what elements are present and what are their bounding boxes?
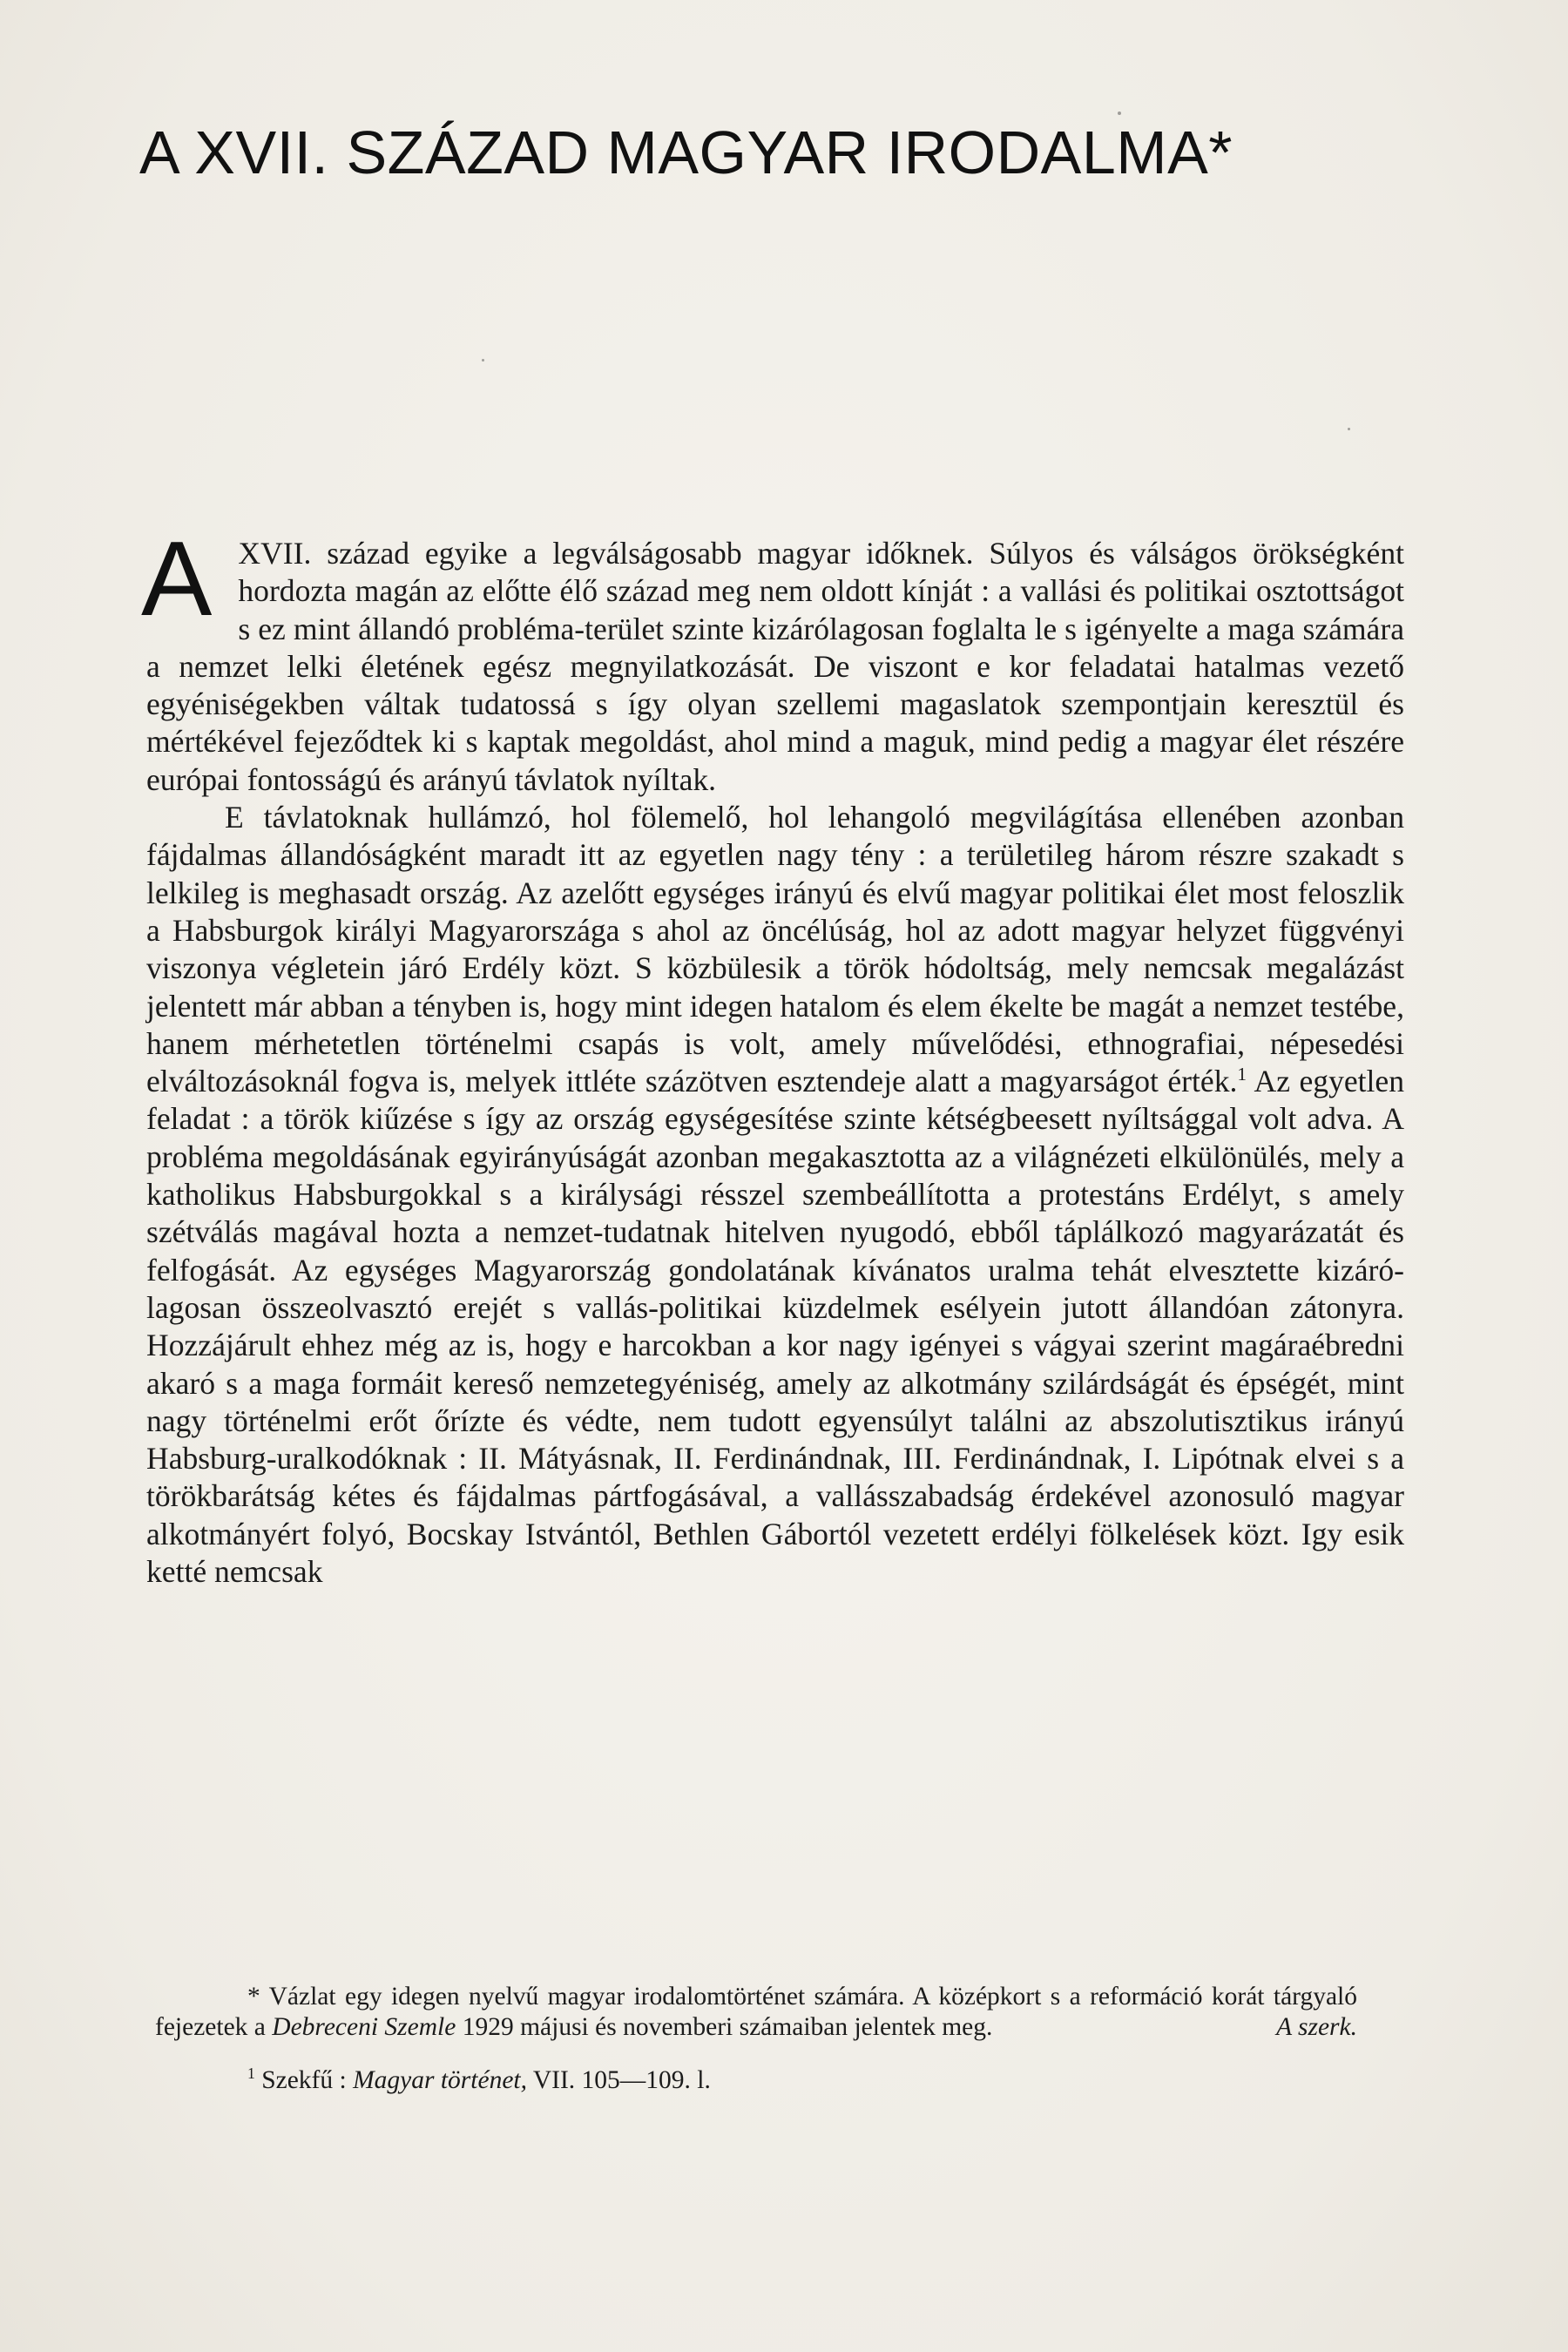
footnote-1-author: Szekfű : (254, 2066, 354, 2094)
footnote-ref-1: 1 (1237, 1064, 1247, 1085)
body-text (141, 519, 1404, 1591)
paper-speck (1348, 428, 1350, 430)
footnote-star (155, 1982, 1357, 2043)
footnote-1-work: Magyar történet, (353, 2066, 527, 2094)
footnote-signature: A szerk. (1276, 2013, 1357, 2041)
paragraph-2 (146, 799, 1404, 1591)
footnote-star-journal: Debreceni Szemle (272, 2013, 456, 2041)
drop-cap: A (141, 519, 213, 638)
footnote-1 (155, 2065, 1357, 2096)
footnote-star-signature-wrap (1184, 2012, 1357, 2043)
paragraph-1-text: XVII. század egyike a legválságosabb magyar időknek. Súlyos és válságos örökségként hordozta magán az előtte élő század meg nem oldott kínját : a vallási és politikai osztottságot s ez mint állandó probléma-terület szinte kizárólagosan foglalta le s igényelte a maga számára a nemzet lelki életének egész megnyilatkozását. De viszont e kor feladatai hatalmas vezető egyéniségekben váltak tudatossá s így olyan szellemi magaslatok szempontjain keresztül és mértékével fejeződtek ki s kaptak megoldást, ahol mind a maguk, mind pedig a magyar élet részére európai fontosságú és arányú távlatok nyíltak. (146, 536, 1404, 797)
footnote-star-text-a: Vázlat egy idegen nyelvű magyar irodalomtörténet számára. A középkort s a reformáció korát tárgyaló fejezetek a (155, 1983, 1357, 2041)
footnotes (155, 1982, 1357, 2096)
footnote-star-marker: * (247, 1983, 260, 2011)
footnote-star-text-b: 1929 májusi és novemberi számaiban jelentek meg. (456, 2013, 993, 2041)
paper-speck (1118, 112, 1121, 115)
footnote-1-ref: VII. 105—109. l. (527, 2066, 711, 2094)
paragraph-2-text-a: E távlatoknak hullámzó, hol fölemelő, hol lehangoló megvilágítása ellenében azonban fájdalmas állandóságként maradt itt az egyetlen nagy tény : a területileg három részre szakadt s lelkileg is meghasadt ország. Az azelőtt egységes irányú és elvű magyar politikai élet most feloszlik a Habsburgok királyi Magyarországa s ahol az öncélúság, hol az adott magyar helyzet függvényi viszonya végletein járó Erdély közt. S közbülesik a török hódoltság, mely nemcsak megalázást jelentett már abban a tényben is, hogy mint idegen hatalom és elem ékelte be magát a nemzet testébe, hanem mérhetetlen történelmi csapás is volt, amely művelődési, ethnografiai, népesedési elváltozásoknál fogva is, melyek ittléte százötven esztendeje alatt a magyarságot érték. (146, 800, 1404, 1099)
paragraph-1 (141, 519, 1404, 799)
paragraph-2-text-b: Az egyetlen feladat : a török kiűzése s így az ország egységesítése szinte kétségbeesett nyíltsággal volt adva. A probléma megoldásának egyirányúságát azonban megakasztotta az a világnézeti elkülönülés, mely a katholikus Habsburgokkal s a királysági résszel szembeállította a protestáns Erdélyt, s amely szétválás magával hozta a nemzet-tudatnak hitelven nyugodó, ebből táplálkozó magyarázatát és felfogását. Az egységes Magyarország gondolatának kívánatos uralma tehát elvesztette kizárólagosan összeolvasztó erejét s vallás-politikai küzdelmek esélyein jutott állandóan zátonyra. Hozzájárult ehhez még az is, hogy e harcokban a kor nagy igényei s vágyai szerint magáraébredni akaró s a maga formáit kereső nemzetegyéniség, amely az alkotmány szilárdságát és épségét, mint nagy történelmi erőt őrízte és védte, nem tudott egyensúlyt találni az abszolutisztikus irányú Habsburg-uralkodóknak : II. Mátyásnak, II. Ferdinándnak, III. Ferdinándnak, I. Lipótnak elvei s a törökbarátság kétes és fájdalmas pártfogásával, a vallásszabadság érdekével azonosuló magyar alkotmányért folyó, Bocskay Istvántól, Bethlen Gábortól vezetett erdélyi fölkelések közt. Igy esik ketté nemcsak (146, 1064, 1404, 1590)
chapter-title: A XVII. SZÁZAD MAGYAR IRODALMA* (139, 118, 1233, 186)
footnote-1-marker: 1 (247, 2065, 255, 2083)
paper-speck (482, 359, 484, 362)
